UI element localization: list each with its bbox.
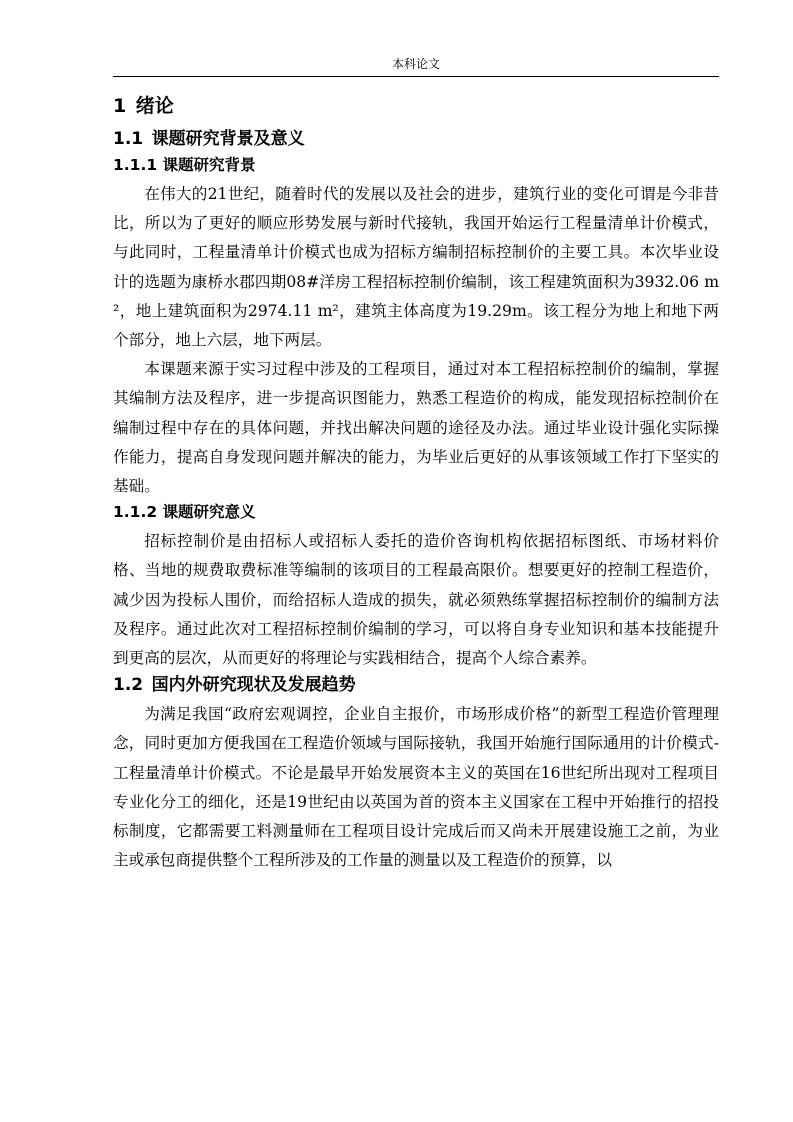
chapter-number: 1	[113, 95, 127, 117]
paragraph-source: 本课题来源于实习过程中涉及的工程项目，通过对本工程招标控制价的编制，掌握其编制方法及程序，进一步提高识图能力，熟悉工程造价的构成，能发现招标控制价在编制过程中存在的具体问题，并找出解决问题的途径及办法。通过毕业设计强化实际操作能力，提高自身发现问题并解决的能力，为毕业后更好的从事该领域工作打下坚实的基础。	[113, 360, 719, 496]
subsection-heading-1-1-2: 1.1.2 课题研究意义	[113, 503, 256, 522]
chapter-heading	[113, 90, 719, 127]
running-header: 本科论文	[391, 57, 440, 71]
page-body	[113, 90, 719, 875]
subsection-heading-1-1-1: 1.1.1 课题研究背景	[113, 156, 256, 174]
paragraph-research-status: 为满足我国“政府宏观调控，企业自主报价，市场形成价格”的新型工程造价管理理念，同时更加方便我国在工程造价领域与国际接轨，我国开始施行国际通用的计价模式-工程量清单计价模式。不论是最早开始发展资本主义的英国在16世纪所出现对工程项目专业化分工的细化，还是19世纪由以英国为首的资本主义国家在工程中开始推行的招投标制度，它都需要工料测量师在工程项目设计完成后而又尚未开展建设施工之前，为业主或承包商提供整个工程所涉及的工作量的测量以及工程造价的预算，以	[113, 705, 719, 870]
section-heading-1-2	[113, 673, 719, 700]
paragraph-background: 在伟大的21世纪，随着时代的发展以及社会的进步，建筑行业的变化可谓是今非昔比，所以为了更好的顺应形势发展与新时代接轨，我国开始运行工程量清单计价模式，与此同时，工程量清单计价模式也成为招标方编制招标控制价的主要工具。本次毕业设计的选题为康桥水郡四期08#洋房工程招标控制价编制，该工程建筑面积为3932.06 m²，地上建筑面积为2974.11 m²，建筑主体高度为19.29m。该工程分为地上和地下两个部分，地上六层，地下两层。	[113, 185, 719, 350]
header-rule	[113, 76, 719, 77]
chapter-title: 绪论	[135, 95, 174, 117]
section-title: 国内外研究现状及发展趋势	[151, 675, 356, 696]
section-number: 1.1	[113, 129, 144, 149]
section-heading-1-1	[113, 127, 719, 154]
paragraph-significance: 招标控制价是由招标人或招标人委托的造价咨询机构依据招标图纸、市场材料价格、当地的规费取费标准等编制的该项目的工程最高限价。想要更好的控制工程造价，减少因为投标人围价，而给招标人造成的损失，就必须熟练掌握招标控制价的编制方法及程序。通过此次对工程招标控制价编制的学习，可以将自身专业知识和基本技能提升到更高的层次，从而更好的将理论与实践相结合，提高个人综合素养。	[113, 532, 719, 668]
section-number: 1.2	[113, 675, 144, 696]
section-title: 课题研究背景及意义	[151, 129, 305, 149]
